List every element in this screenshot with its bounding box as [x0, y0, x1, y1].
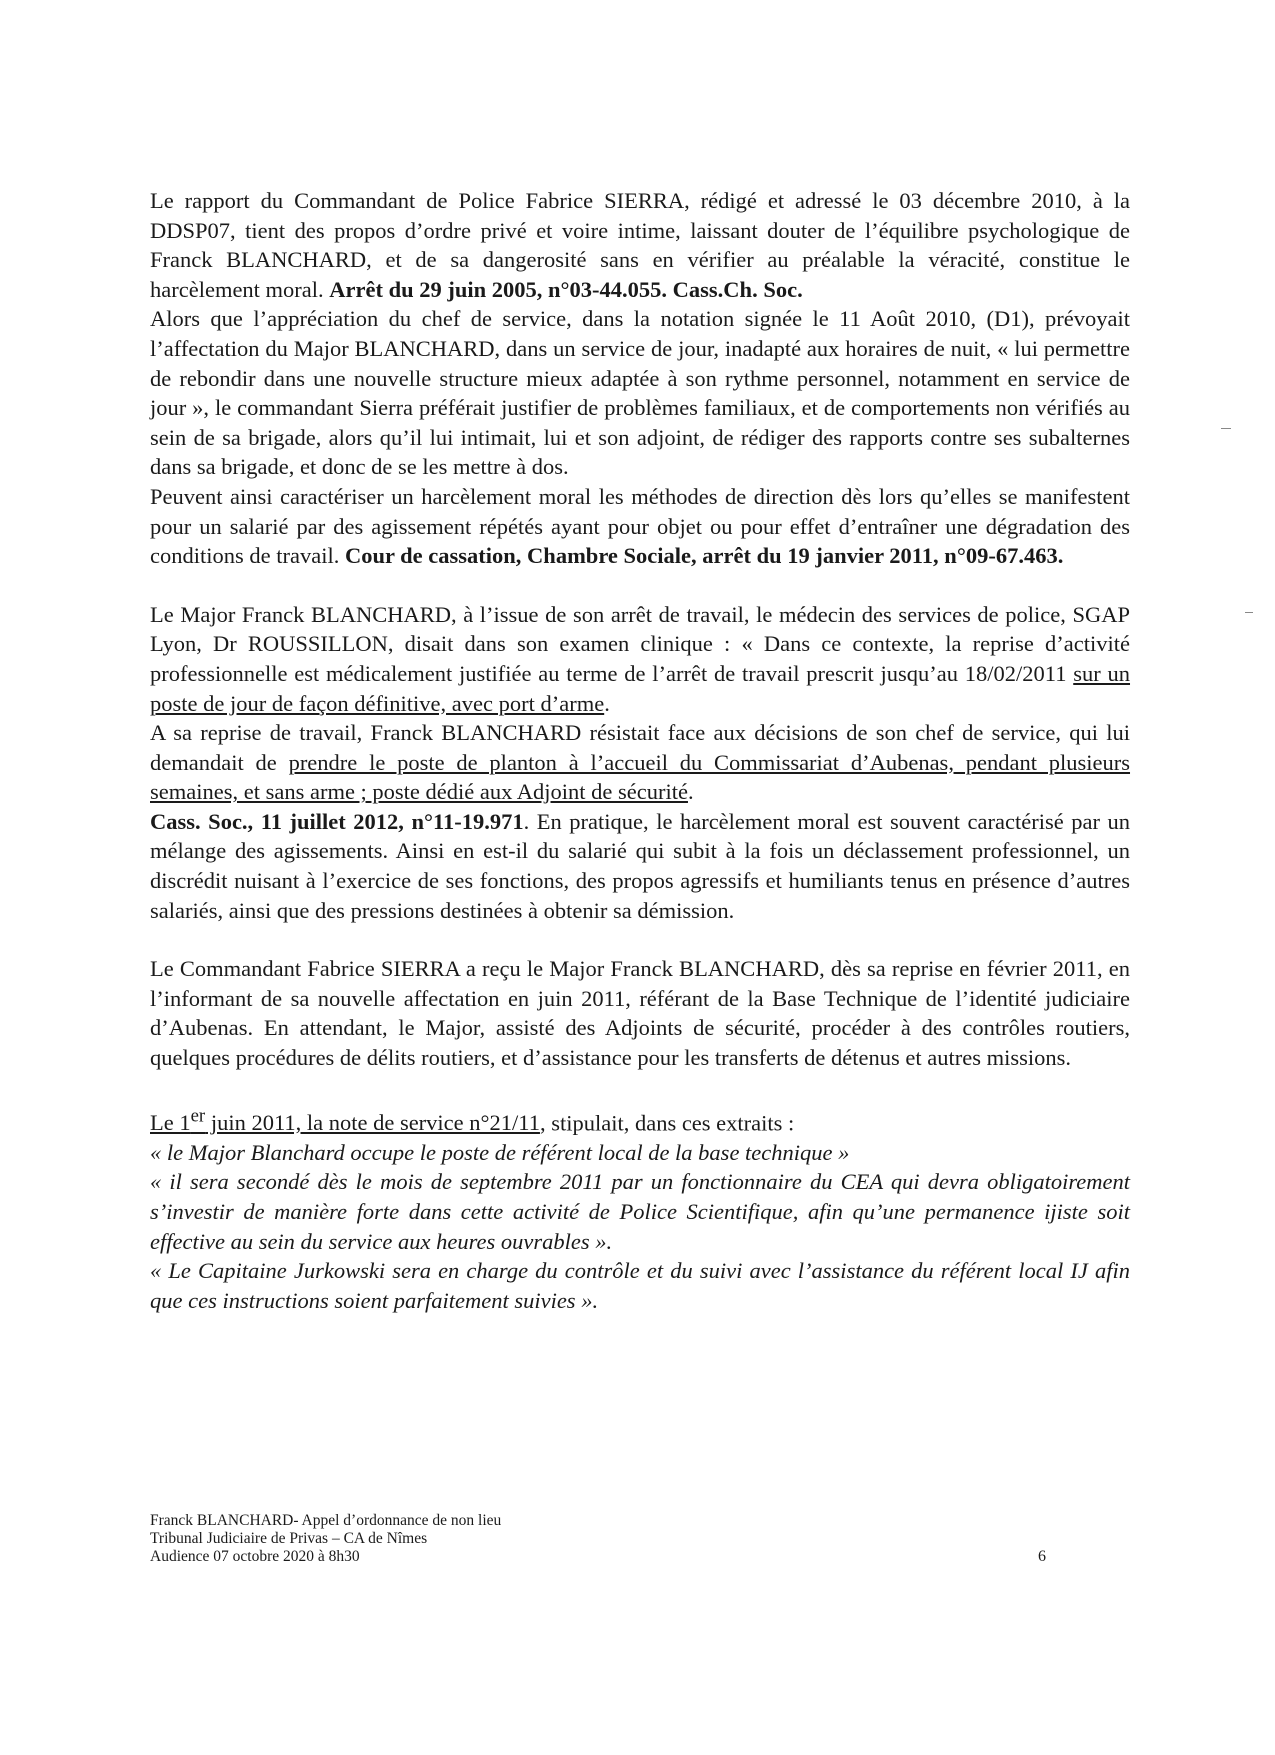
- paragraph-end: .: [687, 779, 694, 805]
- underlined-text: prendre le poste de planton à l’accueil du Commissariat d’Aubenas, pendant plusieurs semaines, et sans arme ; poste dédié aux Adjoint de sécurité: [150, 749, 1131, 805]
- document-body: [150, 186, 1130, 1315]
- quote-captain-jurkowski: « Le Capitaine Jurkowski sera en charge du contrôle et du suivi avec l’assistance du référent local IJ afin que ces instructions soient parfaitement suivies ».: [150, 1258, 1130, 1313]
- underlined-text: [150, 1105, 540, 1136]
- underlined-text: sur un poste de jour de façon définitive, avec port d’arme: [150, 660, 1131, 716]
- legal-citation: Arrêt du 29 juin 2005, n°03-44.055. Cass.Ch. Soc.: [329, 276, 803, 302]
- paragraph-end: .: [604, 690, 610, 716]
- paragraph-sierra-report: [150, 186, 1130, 304]
- footer-line: Franck BLANCHARD- Appel d’ordonnance de non lieu: [150, 1512, 502, 1529]
- scan-artifact: [1221, 428, 1231, 429]
- footer-line: Audience 07 octobre 2020 à 8h30: [150, 1548, 360, 1565]
- paragraph-text: . En pratique, le harcèlement moral est souvent caractérisé par un mélange des agissements. Ainsi en est-il du salarié qui subit à la fois un déclassement professionnel, un discrédit nuisant à l’exercice de ses fonctions, des propos agressifs et humiliants tenus en présence d’autres salariés, ainsi que des pressions destinées à obtenir sa démission.: [150, 808, 1130, 923]
- paragraph-gap: [150, 571, 1130, 600]
- paragraph-cass-soc-2012: [150, 807, 1130, 925]
- legal-citation: Cour de cassation, Chambre Sociale, arrêt du 19 janvier 2011, n°09-67.463.: [344, 543, 1064, 569]
- paragraph-gap: [150, 925, 1130, 954]
- quote-cea-official: « il sera secondé dès le mois de septembre 2011 par un fonctionnaire du CEA qui devra obligatoirement s’investir de manière forte dans cette activité de Police Scientifique, afin qu’une permanence ijiste soit effective au sein du service aux heures ouvrables ».: [150, 1169, 1130, 1254]
- ordinal-superscript: er: [190, 1105, 206, 1127]
- paragraph-medical-exam: [150, 600, 1130, 718]
- paragraph-text: , stipulait, dans ces extraits :: [539, 1110, 795, 1136]
- paragraph-text: Le Major Franck BLANCHARD, à l’issue de son arrêt de travail, le médecin des services de police, SGAP Lyon, Dr ROUSSILLON, disait dans son examen clinique : « Dans ce contexte, la reprise d’activité professionnelle est médicalement justifiée au terme de l’arrêt de travail prescrit jusqu’au 18/02/2011: [150, 601, 1130, 686]
- paragraph-text: Le rapport du Commandant de Police Fabrice SIERRA, rédigé et adressé le 03 décembre 2010, à la DDSP07, tient des propos d’ordre privé et voire intime, laissant douter de l’équilibre psychologique de Franck BLANCHARD, et de sa dangerosité sans en vérifier au préalable la véracité, constitue le harcèlement moral.: [150, 188, 1130, 302]
- paragraph-service-note: [150, 1102, 1130, 1138]
- note-date-start: Le 1: [150, 1110, 191, 1136]
- paragraph-gap: [150, 1073, 1130, 1102]
- paragraph-appreciation: Alors que l’appréciation du chef de service, dans la notation signée le 11 Août 2010, (D1), prévoyait l’affectation du Major BLANCHARD, dans un service de jour, inadapté aux horaires de nuit, « lui permettre de rebondir dans une nouvelle structure mieux adaptée à son rythme personnel, notamment en service de jour », le commandant Sierra préférait justifier de problèmes familiaux, et de comportements non vérifiés au sein de sa brigade, alors qu’il lui intimait, lui et son adjoint, de rédiger des rapports contre ses subalternes dans sa brigade, et donc de se les mettre à dos.: [150, 306, 1130, 480]
- scan-artifact: [1245, 612, 1253, 613]
- quote-referent: « le Major Blanchard occupe le poste de référent local de la base technique »: [150, 1139, 850, 1165]
- paragraph-new-assignment: Le Commandant Fabrice SIERRA a reçu le Major Franck BLANCHARD, dès sa reprise en février 2011, en l’informant de sa nouvelle affectation en juin 2011, référant de la Base Technique de l’identité judiciaire d’Aubenas. En attendant, le Major, assisté des Adjoints de sécurité, procéder à des contrôles routiers, quelques procédures de délits routiers, et d’assistance pour les transferts de détenus et autres missions.: [150, 956, 1130, 1071]
- paragraph-management-methods: [150, 482, 1130, 571]
- paragraph-text: Peuvent ainsi caractériser un harcèlement moral les méthodes de direction dès lors qu’elles se manifestent pour un salarié par des agissement répétés ayant pour objet ou pour effet d’entraîner une dégradation des conditions de travail.: [150, 483, 1130, 569]
- footer-line: Tribunal Judiciaire de Privas – CA de Nîmes: [150, 1530, 428, 1547]
- legal-citation: Cass. Soc., 11 juillet 2012, n°11-19.971: [150, 808, 524, 834]
- page-number: 6: [1038, 1548, 1046, 1565]
- paragraph-text: A sa reprise de travail, Franck BLANCHARD résistait face aux décisions de son chef de service, qui lui demandait de: [150, 720, 1130, 775]
- note-date-end: juin 2011, la note de service n°21/11: [205, 1110, 540, 1136]
- page-footer: [150, 1512, 1130, 1566]
- paragraph-work-resumption: [150, 718, 1130, 807]
